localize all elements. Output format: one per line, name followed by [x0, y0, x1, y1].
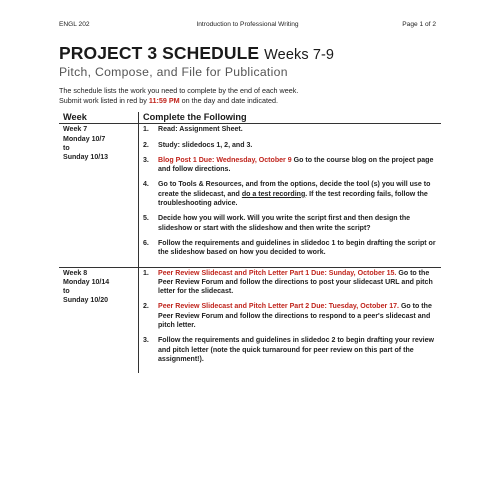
table-row [59, 124, 441, 267]
task-item [143, 269, 438, 297]
intro-line-1: The schedule lists the work you need to complete by the end of each week. [59, 86, 299, 95]
column-header-week: Week [59, 112, 139, 124]
task-list [143, 125, 438, 257]
task-due-link[interactable]: Peer Review Slidecast and Pitch Letter Part 1 Due: Sunday, October 15. [158, 269, 397, 277]
task-text: Study: slidedocs 1, 2, and 3. [158, 141, 253, 149]
task-text: Follow the requirements and guidelines in slidedoc 1 to begin drafting the script or the slideshow based on how you decided to work. [158, 239, 436, 257]
task-text: Go to the Peer Review Forum and follow the directions to post your slidecast URL and pitch letter for the slidecast. [158, 269, 433, 296]
intro-line-2 [59, 96, 298, 106]
task-number: 1. [143, 269, 149, 277]
tasks-cell [139, 124, 442, 267]
intro-paragraph [59, 86, 298, 105]
task-list [143, 269, 438, 365]
task-due-link[interactable]: Blog Post 1 Due: Wednesday, October 9 [158, 156, 292, 164]
week-to: to [63, 144, 70, 152]
week-cell [59, 124, 139, 267]
week-to: to [63, 288, 70, 296]
task-item [143, 125, 438, 134]
task-text: Go to Tools & Resources, and from the options, decide the tool (s) you will use to create the slidecast, and [158, 181, 431, 198]
task-text: Read: Assignment Sheet. [158, 126, 243, 134]
page-number: Page 1 of 2 [402, 21, 436, 28]
task-number: 4. [143, 181, 149, 189]
intro-line-2-post: on the day and date indicated. [179, 95, 278, 105]
table-row [59, 267, 441, 373]
intro-line-2-pre: Submit work listed in red by [59, 95, 149, 105]
task-item [143, 239, 438, 258]
task-text-end: . If the test recording fails, follow the troubleshooting advice. [158, 190, 428, 208]
course-code: ENGL 202 [59, 21, 90, 28]
deadline-time: 11:59 PM [148, 95, 180, 105]
task-text: Follow the requirements and guidelines in slidedoc 2 to begin drafting your review and pitch letter (note the quick turnaround for peer review on this part of the assignment!). [158, 337, 435, 363]
week-cell [59, 267, 139, 373]
week-end: Sunday 10/20 [63, 297, 109, 305]
task-number: 3. [143, 337, 149, 345]
task-item [143, 180, 438, 208]
task-number: 5. [143, 215, 149, 223]
tasks-cell [139, 267, 442, 373]
task-text: Go to the course blog on the project page and follow directions. [158, 156, 434, 174]
page-title [59, 43, 334, 64]
week-label: Week 8 [63, 269, 88, 277]
page-subtitle: Pitch, Compose, and File for Publication [59, 65, 288, 79]
title-main: PROJECT 3 SCHEDULE [59, 43, 260, 63]
task-item [143, 302, 438, 330]
task-number: 3. [143, 156, 149, 164]
week-start: Monday 10/7 [63, 135, 106, 143]
task-number: 6. [143, 239, 149, 247]
task-text: Go to the Peer Review Forum and follow the directions to respond to a peer's slidecast and pitch letter. [158, 303, 432, 330]
week-start: Monday 10/14 [63, 278, 110, 286]
test-recording-emphasis: do a test recording [241, 190, 306, 198]
task-text: Decide how you will work. Will you write the script first and then design the slideshow or start with the slideshow and then write the script? [158, 215, 411, 232]
task-number: 1. [143, 126, 149, 134]
title-weeks: Weeks 7-9 [264, 47, 335, 63]
task-number: 2. [143, 141, 149, 149]
task-item [143, 336, 438, 364]
week-label: Week 7 [63, 126, 88, 134]
task-item [143, 141, 438, 150]
column-header-tasks: Complete the Following [139, 112, 442, 124]
course-title: Introduction to Professional Writing [196, 21, 299, 28]
page-header [59, 21, 436, 33]
task-item [143, 156, 438, 175]
task-item [143, 214, 438, 233]
task-due-link[interactable]: Peer Review Slidecast and Pitch Letter Part 2 Due: Tuesday, October 17. [158, 303, 399, 311]
table-header-row [59, 112, 441, 124]
week-end: Sunday 10/13 [63, 154, 109, 162]
task-number: 2. [143, 303, 149, 311]
schedule-table [59, 112, 441, 373]
